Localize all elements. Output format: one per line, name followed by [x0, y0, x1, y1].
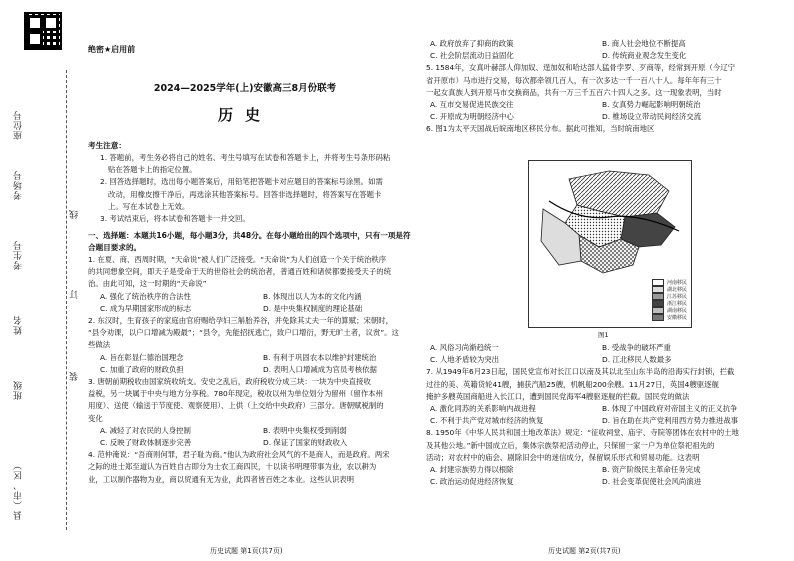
question-stem-line: 过往的美、英籍货轮41艘，捕获汽船25艘，机帆船200余艘。11月27日，英国4艘驱逐舰 — [426, 379, 719, 389]
question-stem-line: “县令劝课，以户口增减为殿最”；“县令，先能招抚逃亡，致户口增衍，野无旷土者，议赏”。这 — [88, 328, 399, 338]
notice-line: 3. 考试结束后，将本试卷和答题卡一并交回。 — [100, 214, 250, 224]
option-a: A. 激化同苏的关系影响内战进程 — [430, 404, 536, 414]
option-c: C. 加重了政府的财政负担 — [100, 364, 184, 374]
option-c: C. 反映了财政体制逐步完善 — [100, 438, 192, 448]
question-8 — [426, 427, 766, 488]
binding-mark-bind: 订 — [70, 290, 80, 299]
option-b: B. 商人社会地位不断提高 — [602, 39, 686, 48]
question-stem-line: 2. 东汉时，生育孩子的家庭由官府赐给孕妇三斛胎养谷，并免除其丈夫一年的算赋；宋朝时， — [88, 316, 394, 326]
option-a: A. 政府放弃了抑商的政策 — [430, 39, 514, 48]
binding-line — [66, 70, 67, 530]
map-region-east — [621, 213, 675, 247]
option-d: D. 保证了国家的财政收入 — [263, 438, 348, 448]
question-4 — [88, 449, 418, 486]
option-b: B. 受战争的破坏严重 — [602, 343, 671, 352]
question-stem-line: 用度）、送使（输送于节度使、观察使用）、上供（上交给中央政府）三部分。唐朝赋税制的 — [88, 401, 384, 411]
question-stem-line: 及其他公地。”新中国成立后，集体宗族祭祀活动停止，只保留一家一户为单位祭祀祖先的 — [426, 440, 715, 450]
option-d: D. 椎场设立带动民间经济交流 — [602, 112, 702, 122]
binding-mark-line: 线 — [70, 210, 80, 219]
page-footer-left: 历史试题 第1页(共7页) — [210, 547, 283, 555]
question-stem-line: 4. 范仲淹说：“吾商则何罪，君子耻为商。”他认为政府社会风气的不是商人，而是政府。两宋 — [88, 450, 390, 460]
notice-line: 改动，用橡皮擦干净后，再选涂其他答案标号。回答非选择题时，将答案写在答题卡 — [108, 189, 382, 199]
option-c: C. 不利于共产党对城市经济的恢复 — [430, 416, 544, 426]
legend-item: 湖南移民 — [666, 308, 687, 314]
confidential-tag: 绝密★启用前 — [88, 45, 136, 54]
option-a: A. 减轻了对农民的人身控制 — [100, 425, 191, 435]
option-a: A. 强化了统治秩序的合法性 — [100, 291, 191, 301]
option-b: B. 体现出以人为本的文化内涵 — [263, 291, 362, 301]
option-d: D. 传统商业观念发生变化 — [602, 51, 687, 61]
notice-line: 贴在答题卡上的指定位置。 — [108, 165, 197, 175]
notice-heading: 考生注意： — [88, 141, 126, 150]
binding-mark-install: 装 — [70, 372, 80, 381]
question-stem-line: 些做法 — [88, 340, 111, 350]
notice-list — [100, 152, 418, 225]
exam-room-label: 考场号 — [14, 170, 24, 200]
question-stem-line: 的共同想象空间，即天子是受命于天的世俗社会的统治者，普通百姓和诸侯都要接受天子的统 — [88, 267, 392, 277]
page-footer-right: 历史试题 第2页(共7页) — [548, 547, 621, 555]
option-b: B. 体现了中国政府对帝国主义的正义抗争 — [602, 404, 738, 414]
question-1 — [88, 254, 418, 315]
option-a: A. 风俗习尚渐趋统一 — [430, 343, 499, 352]
option-a: A. 封建宗族势力得以根除 — [430, 465, 514, 475]
question-2 — [88, 315, 418, 376]
option-a: A. 旨在彰显仁德治国理念 — [100, 352, 184, 362]
subject-title: 历史 — [217, 106, 272, 124]
option-b: B. 表明中央集权受到削弱 — [263, 425, 347, 435]
option-b: B. 女真势力崛起影响明朝统治 — [602, 100, 701, 110]
question-5 — [426, 62, 766, 123]
option-d: D. 是中央集权制度的理论基础 — [263, 303, 363, 313]
qr-code-icon — [24, 12, 62, 50]
column-left — [88, 254, 418, 486]
name-label: 姓名 — [14, 315, 24, 335]
notice-line: 上。写在本试卷上无效。 — [108, 201, 190, 211]
migration-map — [529, 161, 691, 281]
question-stem-line: 一起女真族人到开原马市交换商品，共有一万三千五百六十四人之多。这一现象表明，当时 — [426, 87, 722, 97]
question-stem-line: 省开原市）马市进行交易，每次都牵领几百人，有一次多达一千一百八十人。每年年有三十 — [426, 75, 722, 85]
question-3 — [88, 376, 418, 449]
option-c: C. 开原成为明朝经济中心 — [430, 112, 514, 122]
question-stem-line: 活动；对农村中的庙会、剧除旧会中的迷信成分，保留娱乐形式和贸易功能。这表明 — [426, 452, 700, 462]
candidate-number-label: 考生号 — [14, 240, 24, 270]
question-stem-line: 8. 1950年《中华人民共和国土地改革法》规定：“征收祠堂、庙宇、寺院等团体在农村中的土地 — [426, 428, 739, 438]
question-stem-line: 业，工以制作器物为业，商以贸通有无为业，此四者皆百姓之本业。这些认识表明 — [88, 474, 355, 484]
option-b: B. 有利于巩固农本以维护封建统治 — [263, 352, 377, 362]
question-stem-line: 7. 从1949年6月23日起，国民党宣布对长江口以南及其以北至山东半岛的沿海实行封锁，拦截 — [426, 367, 735, 377]
question-6 — [426, 123, 766, 135]
legend-item: 江苏移民 — [666, 294, 687, 300]
question-stem-line: 治。由此可知，这一时期的“天命说” — [88, 279, 207, 289]
figure-caption: 图1 — [598, 331, 609, 339]
option-a: A. 互市交易促进民族交往 — [430, 100, 514, 110]
question-stem-line: 掩护多艘英国商船进入长江口，遭到国民党海军4艘驱逐舰的拦截。国民党的做法 — [426, 391, 690, 401]
question-stem-line: 6. 图1为太平天国战后皖南地区移民分布。据此可推知，当时皖南地区 — [426, 124, 655, 134]
option-b: B. 资产阶级民主革命任务完成 — [602, 465, 701, 475]
legend-item: 安徽移民 — [666, 315, 687, 321]
legend-item: 河南移民 — [666, 280, 687, 286]
migration-map-figure — [528, 160, 692, 328]
exam-title: 2024—2025学年(上)安徽高三8月份联考 — [153, 83, 337, 94]
option-c: C. 人地矛盾较为突出 — [430, 355, 499, 365]
seat-label: 座位号 — [14, 110, 24, 140]
option-c: C. 社会阶层流动日益固化 — [430, 51, 514, 61]
county-label: 县（市、区） — [14, 460, 24, 520]
question-7 — [426, 366, 766, 427]
question-stem-line: 3. 唐朝前期税收由国家统收统支。安史之乱后，政府税收分成三块：一块为中央直接收 — [88, 377, 371, 387]
option-d: D. 旨在助在共产党利用西方势力推进战事 — [602, 416, 739, 426]
question-stem-line: 5. 1584年，女真叶赫部人仰加奴、逞加奴和哈达部人猛骨孛罗、歹商等，经常到开原（今辽宁 — [426, 63, 736, 73]
column-right-lower — [426, 342, 766, 488]
question-stem-line: 之际的进士郑至道认为百姓自古即分为士农工商四民，十以读书明理带事为业，农以耕为 — [88, 462, 377, 472]
option-c: C. 成为早期国家形成的标志 — [100, 303, 192, 313]
legend-item: 湖北移民 — [666, 287, 687, 293]
column-right — [426, 38, 766, 136]
question-stem-line: 1. 在夏、商、西周时期，“天命说”被人们广泛接受。“天命说”为人们创造一个关于统治秩序 — [88, 255, 387, 264]
option-d: D. 江北移民人数最多 — [602, 355, 672, 365]
notice-line: 2. 回答选择题时，选出每小题答案后，用铅笔把答题卡对应题目的答案标号涂黑。如需 — [100, 177, 383, 187]
map-legend — [652, 279, 687, 321]
legend-item: 浙江移民 — [666, 301, 687, 307]
class-label: 班级 — [14, 380, 24, 400]
option-d: D. 表明人口增减成为官员考核依据 — [263, 364, 377, 374]
option-c: C. 政治运动促进经济恢复 — [430, 477, 514, 487]
question-stem-line: 变化 — [88, 413, 103, 423]
question-stem-line: 益税，另一块属于中央与地方分享税。780年现定，税收以州为单位划分为留州（留作本州 — [88, 389, 383, 399]
option-d: D. 社会变革促使社会风尚演进 — [602, 477, 702, 487]
section-heading: 一、选择题：本题共16小题，每小题3分，共48分。在每小题给出的四个选项中，只有一项是符合题目要求的。 — [88, 231, 411, 252]
notice-line: 1. 答题前，考生务必将自己的姓名、考生号填写在试卷和答题卡上，并将考生号条形码粘 — [100, 153, 391, 162]
